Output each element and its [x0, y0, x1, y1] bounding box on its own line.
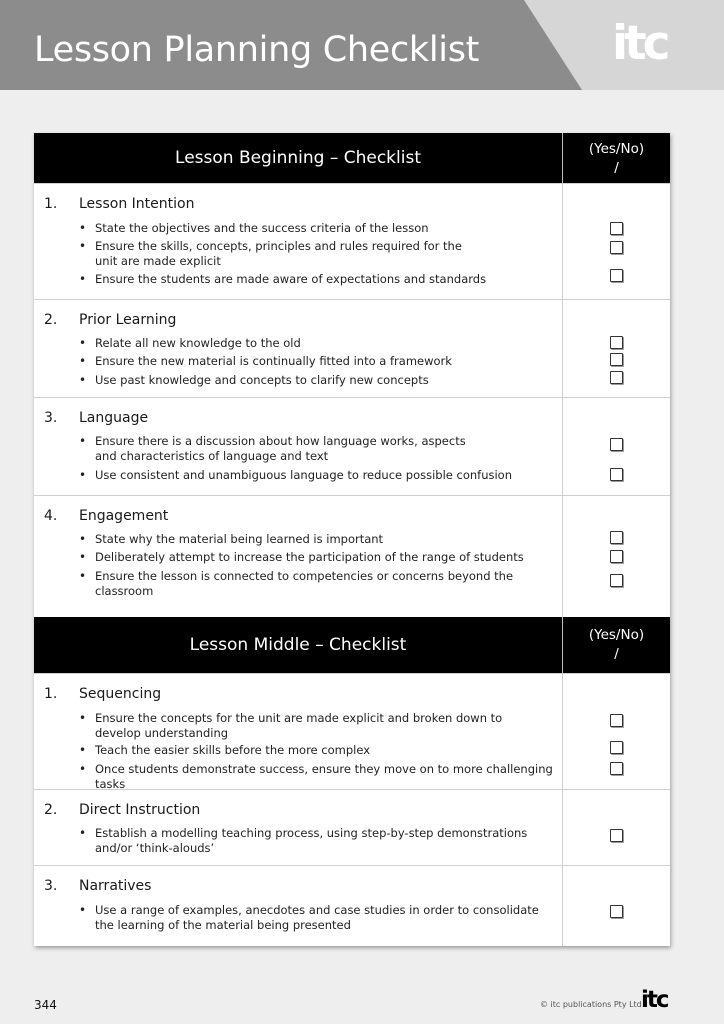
section-header-beginning — [34, 133, 670, 183]
checkbox[interactable] — [610, 531, 623, 544]
page-header — [0, 0, 724, 90]
checklist-item-direct-instruction — [34, 789, 670, 865]
checkbox[interactable] — [610, 762, 623, 775]
bullet-item: • Ensure the skills, concepts, principles and rules required for the unit are made explicit — [95, 239, 565, 269]
item-title: Sequencing — [79, 686, 162, 702]
bullet-item: • Teach the easier skills before the more complex — [95, 743, 565, 758]
item-number: 3. — [44, 410, 58, 426]
bullet-item: • Once students demonstrate success, ensure they move on to more challenging tasks — [95, 762, 565, 792]
bullet-item: • State why the material being learned is important — [95, 532, 565, 547]
item-number: 1. — [44, 686, 58, 702]
page-number: 344 — [34, 998, 57, 1012]
checkbox[interactable] — [610, 829, 623, 842]
checkbox[interactable] — [610, 222, 623, 235]
checkbox[interactable] — [610, 371, 623, 384]
checklist-sheet — [34, 133, 670, 946]
footer-itc-logo: itc — [641, 987, 668, 1013]
bullet-item: • Use past knowledge and concepts to clarify new concepts — [95, 373, 565, 388]
bullet-item: • Ensure the lesson is connected to competencies or concerns beyond the classroom — [95, 569, 565, 599]
bullet-item: • Use consistent and unambiguous language to reduce possible confusion — [95, 468, 565, 483]
section-title: Lesson Middle – Checklist — [189, 635, 407, 655]
item-number: 4. — [44, 508, 58, 524]
yes-no-slash: / — [614, 160, 619, 176]
checklist-item-language — [34, 397, 670, 495]
bullet-item: • Ensure the new material is continually fitted into a framework — [95, 354, 565, 369]
checklist-item-engagement — [34, 495, 670, 617]
item-title: Engagement — [79, 508, 169, 524]
yes-no-header — [562, 617, 670, 673]
bullet-item: • Ensure there is a discussion about how language works, aspects and characteristics of language and text — [95, 434, 565, 464]
checkbox[interactable] — [610, 353, 623, 366]
item-title: Prior Learning — [79, 312, 177, 328]
bullet-item: • Relate all new knowledge to the old — [95, 336, 565, 351]
bullet-item: • State the objectives and the success criteria of the lesson — [95, 221, 565, 236]
checkbox[interactable] — [610, 905, 623, 918]
bullet-item: • Ensure the students are made aware of expectations and standards — [95, 272, 565, 287]
bullet-item: • Ensure the concepts for the unit are made explicit and broken down to develop understanding — [95, 711, 565, 741]
section-title: Lesson Beginning – Checklist — [175, 148, 421, 168]
item-title: Language — [79, 410, 149, 426]
yes-no-label: (Yes/No) — [588, 627, 645, 643]
bullet-item: • Establish a modelling teaching process, using step-by-step demonstrations and/or ‘think-alouds’ — [95, 826, 565, 856]
checkbox[interactable] — [610, 438, 623, 451]
yes-no-label: (Yes/No) — [588, 141, 645, 157]
checkbox[interactable] — [610, 574, 623, 587]
checklist-item-prior-learning — [34, 299, 670, 397]
checkbox[interactable] — [610, 269, 623, 282]
bullet-item: • Use a range of examples, anecdotes and case studies in order to consolidate the learning of the material being presented — [95, 903, 565, 933]
page-title: Lesson Planning Checklist — [34, 30, 480, 70]
checklist-item-lesson-intention — [34, 183, 670, 299]
itc-logo: itc — [612, 16, 667, 71]
checklist-item-sequencing — [34, 673, 670, 789]
copyright-text: © itc publications Pty Ltd — [540, 1000, 642, 1009]
item-title: Direct Instruction — [79, 802, 201, 818]
checkbox[interactable] — [610, 468, 623, 481]
checkbox[interactable] — [610, 741, 623, 754]
item-title: Narratives — [79, 878, 152, 894]
checklist-item-narratives — [34, 865, 670, 946]
section-header-middle — [34, 617, 670, 673]
yes-no-slash: / — [614, 646, 619, 662]
item-number: 3. — [44, 878, 58, 894]
item-number: 1. — [44, 196, 58, 212]
item-title: Lesson Intention — [79, 196, 195, 212]
bullet-item: • Deliberately attempt to increase the participation of the range of students — [95, 550, 565, 565]
item-number: 2. — [44, 312, 58, 328]
item-number: 2. — [44, 802, 58, 818]
checkbox[interactable] — [610, 714, 623, 727]
checkbox[interactable] — [610, 336, 623, 349]
yes-no-header — [562, 133, 670, 183]
checkbox[interactable] — [610, 241, 623, 254]
checkbox[interactable] — [610, 550, 623, 563]
